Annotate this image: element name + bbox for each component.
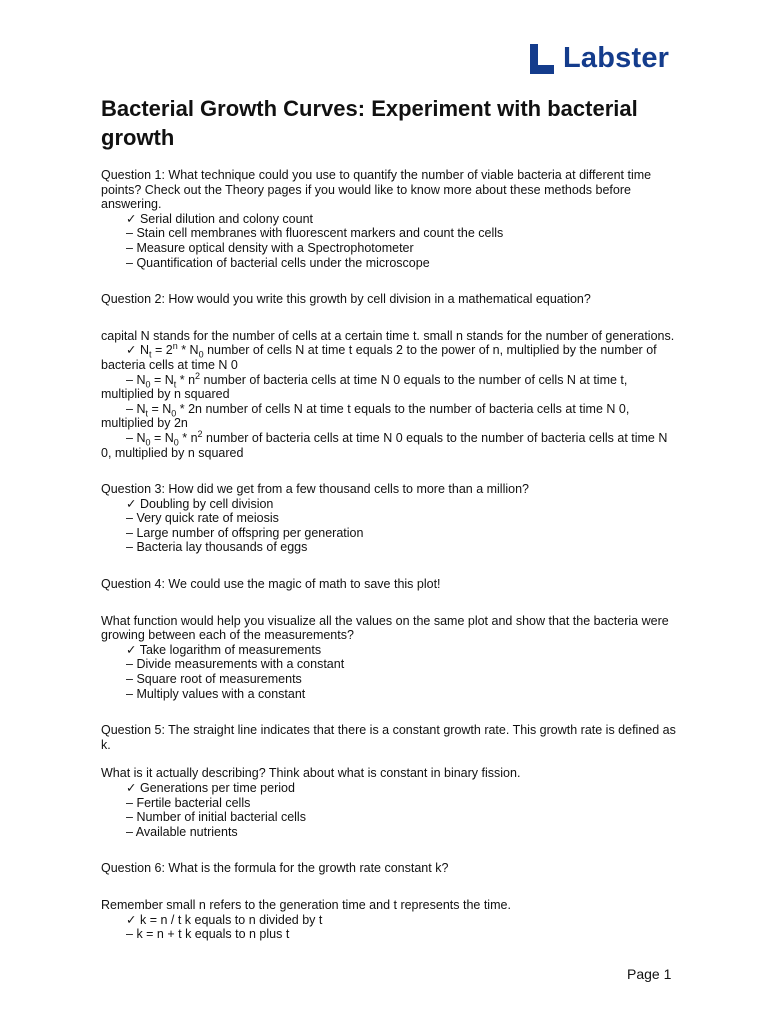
answer-option: – Bacteria lay thousands of eggs xyxy=(126,540,308,555)
answer-option: ✓ $N_t = 2^n * N_0$ number of cells N at time t equals 2 to the power of n, multiplied by the number of bacteria cells at time N 0 xyxy=(101,341,657,372)
question-prompt: Question 4: We could use the magic of math to save this plot! xyxy=(101,577,441,592)
answer-option: – Divide measurements with a constant xyxy=(126,657,345,672)
question-prompt: Question 6: What is the formula for the growth rate constant k? xyxy=(101,861,449,876)
dash-mark-icon: – xyxy=(126,401,133,416)
labster-logo-icon xyxy=(528,44,556,74)
dash-mark-icon: – xyxy=(126,810,133,825)
dash-mark-icon: – xyxy=(126,540,133,555)
dash-mark-icon: – xyxy=(126,372,133,387)
question-prompt: Question 2: How would you write this growth by cell division in a mathematical equation? xyxy=(101,292,591,307)
question-prompt: Question 3: How did we get from a few thousand cells to more than a million? xyxy=(101,482,529,497)
answer-option: ✓ Generations per time period xyxy=(126,781,295,795)
dash-mark-icon: – xyxy=(126,255,133,270)
answer-option: – Square root of measurements xyxy=(126,672,302,687)
check-mark-icon: ✓ xyxy=(126,642,137,657)
formula: $N_0 = N_0 * n^2$ xyxy=(136,428,203,448)
dash-mark-icon: – xyxy=(126,511,133,526)
answer-option: – Measure optical density with a Spectrophotometer xyxy=(126,240,414,255)
answer-option: – Available nutrients xyxy=(126,824,238,839)
dash-mark-icon: – xyxy=(126,226,133,241)
check-mark-icon: ✓ xyxy=(126,211,137,226)
page-title: Bacterial Growth Curves: Experiment with bacterial growth xyxy=(101,96,638,150)
question-note: capital N stands for the number of cells at a certain time t. small n stands for the number of generations. xyxy=(101,328,675,343)
formula: $N_0 = N_t * n^2$ xyxy=(136,370,201,390)
question-list xyxy=(101,168,681,942)
page-number: Page 1 xyxy=(627,966,672,982)
dash-mark-icon: – xyxy=(126,525,133,540)
dash-mark-icon: – xyxy=(126,795,133,810)
formula: $N_t = 2^n * N_0$ xyxy=(139,341,204,360)
dash-mark-icon: – xyxy=(126,927,133,942)
question-prompt: Question 5: The straight line indicates that there is a constant growth rate. This growth rate is defined as k. xyxy=(101,723,676,752)
dash-mark-icon: – xyxy=(126,672,133,687)
question-note: What function would help you visualize all the values on the same plot and show that the bacteria were growing between each of the measurements? xyxy=(101,613,669,643)
answer-option: – Stain cell membranes with fluorescent markers and count the cells xyxy=(126,226,504,241)
question-note: Remember small n refers to the generation time and t represents the time. xyxy=(101,897,511,912)
answer-option: – Large number of offspring per generation xyxy=(126,525,364,540)
check-mark-icon: ✓ xyxy=(126,496,137,511)
brand-name: Labster xyxy=(563,42,670,74)
answer-option: ✓ Doubling by cell division xyxy=(126,496,274,511)
dash-mark-icon: – xyxy=(126,686,133,701)
check-mark-icon: ✓ xyxy=(126,912,137,927)
answer-option: – Fertile bacterial cells xyxy=(126,795,251,810)
answer-option: – $N_0 = N_t * n^2$ number of bacteria cells at time N 0 equals to the number of cells N at time t, multiplied by n squared xyxy=(101,370,628,402)
dash-mark-icon: – xyxy=(126,240,133,255)
check-mark-icon: ✓ xyxy=(126,343,137,358)
answer-option: – Very quick rate of meiosis xyxy=(126,511,279,526)
answer-option: – k = n + t k equals to n plus t xyxy=(126,927,290,942)
dash-mark-icon: – xyxy=(126,430,133,445)
question-note: What is it actually describing? Think about what is constant in binary fission. xyxy=(101,766,521,781)
answer-option: ✓ Take logarithm of measurements xyxy=(126,642,322,657)
check-mark-icon: ✓ xyxy=(126,781,137,795)
question-prompt: Question 1: What technique could you use to quantify the number of viable bacteria at different time points? Check out the Theory pages if you would like to know more about these methods before answering. xyxy=(101,168,652,212)
formula: $N_t = N_0 * 2n$ xyxy=(136,401,202,419)
dash-mark-icon: – xyxy=(126,824,133,839)
answer-option: – Quantification of bacterial cells under the microscope xyxy=(126,255,430,270)
dash-mark-icon: – xyxy=(126,657,133,672)
answer-option: – $N_t = N_0 * 2n$ number of cells N at time t equals to the number of bacteria cells at time N 0, multiplied by 2n xyxy=(101,401,630,431)
answer-option: ✓ k = n / t k equals to n divided by t xyxy=(126,912,323,927)
answer-option: – Multiply values with a constant xyxy=(126,686,306,701)
labster-logo xyxy=(528,42,669,75)
answer-option: – Number of initial bacterial cells xyxy=(126,810,306,825)
answer-option: ✓ Serial dilution and colony count xyxy=(126,211,313,226)
answer-option: – $N_0 = N_0 * n^2$ number of bacteria cells at time N 0 equals to the number of bacteria cells at time N 0, multiplied by n squared xyxy=(101,428,668,460)
